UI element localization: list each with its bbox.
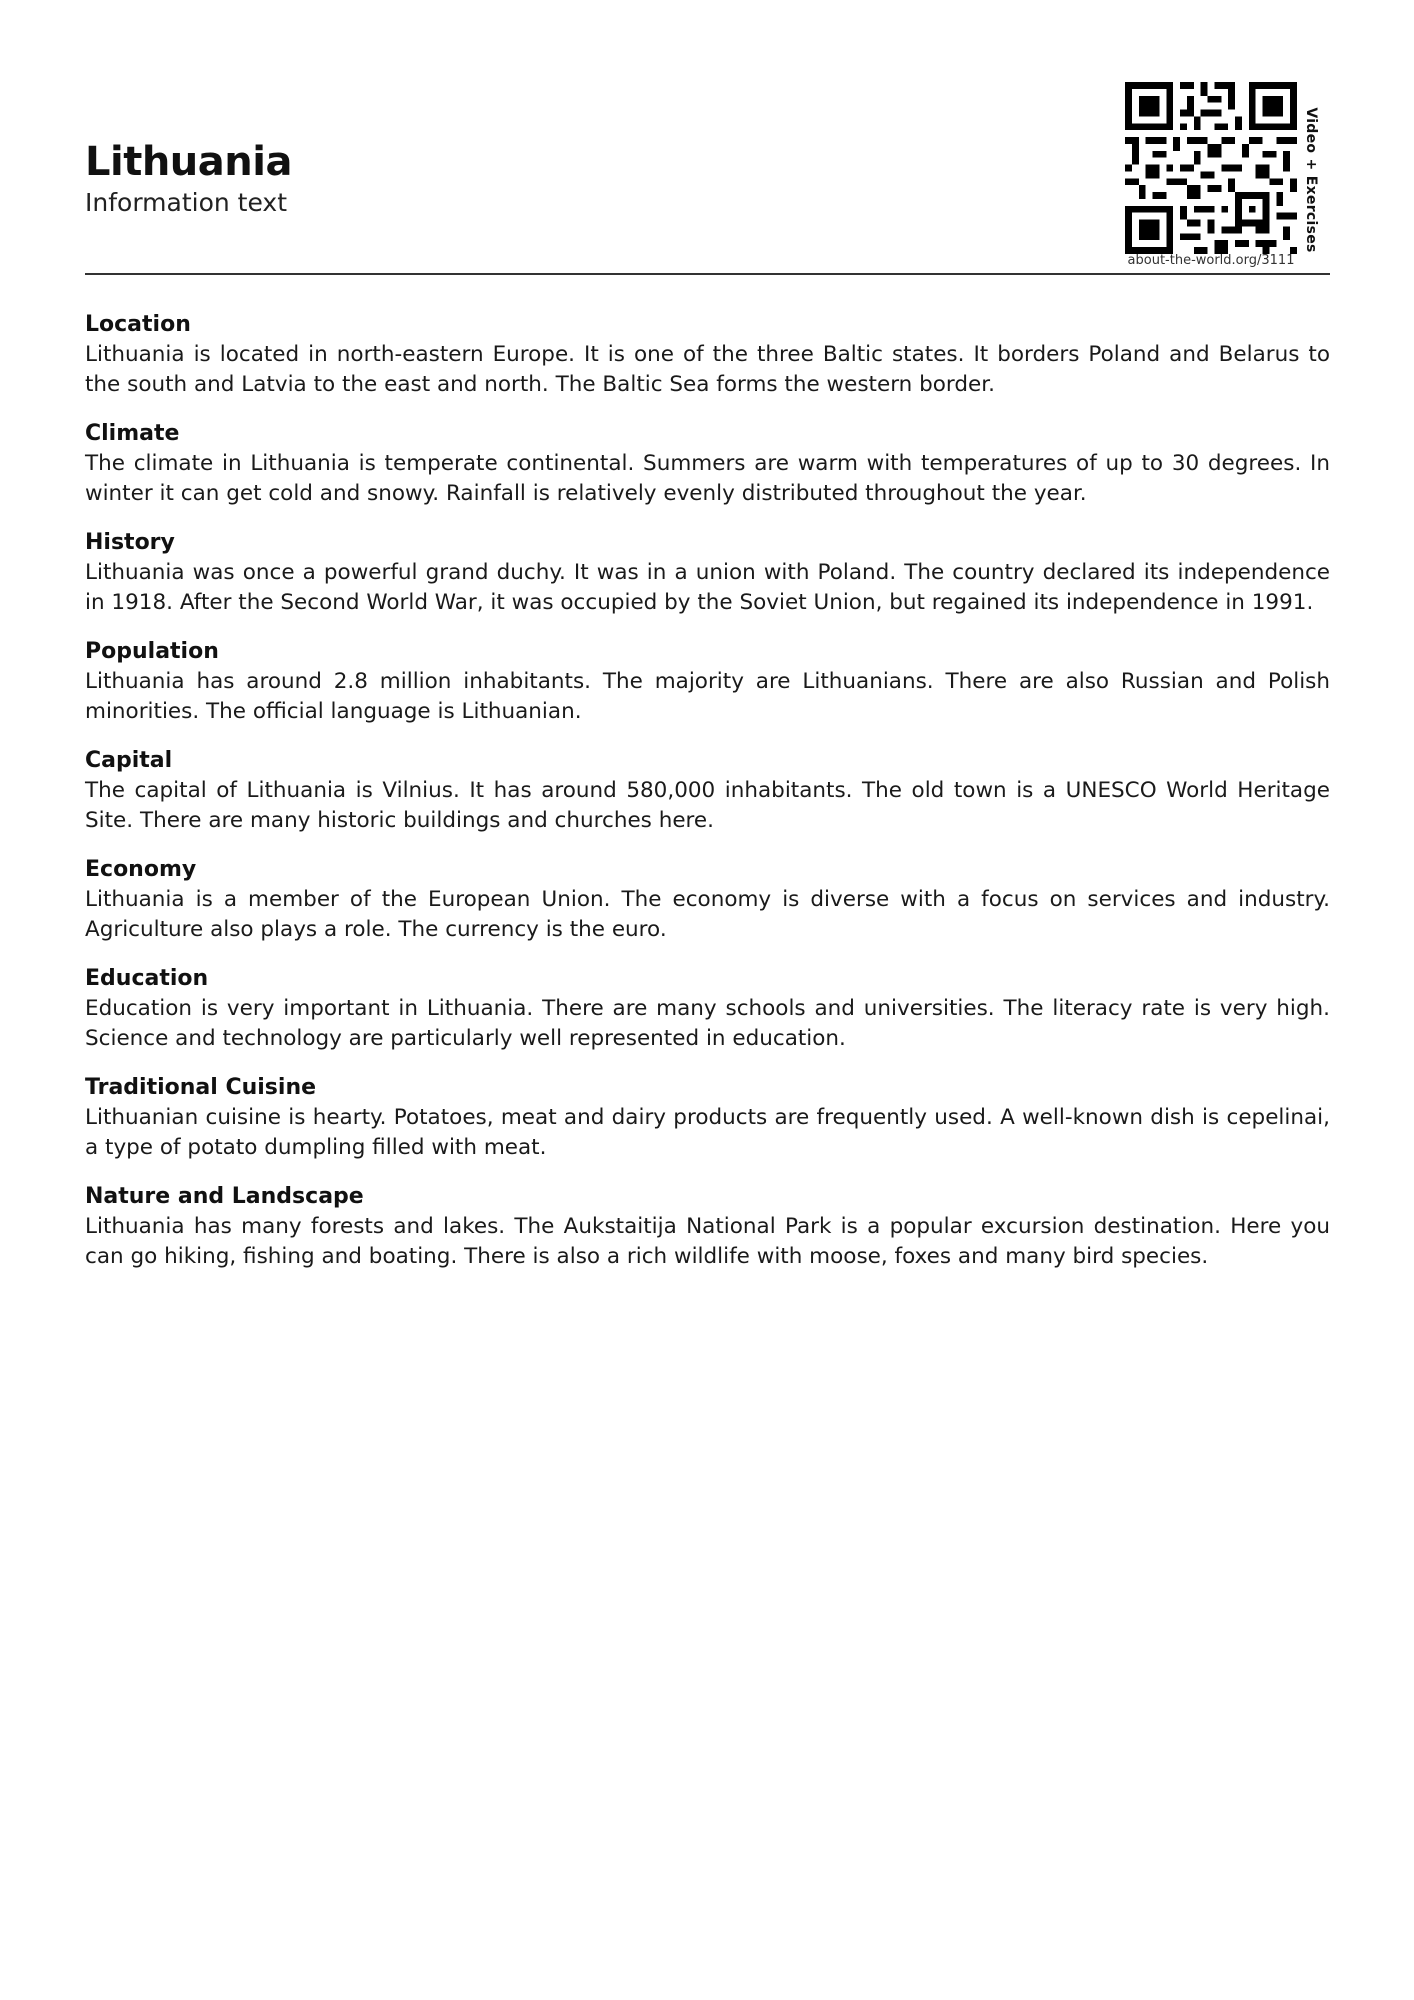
section-nature-and-landscape xyxy=(85,1182,1330,1272)
section-population xyxy=(85,637,1330,727)
section-text: Lithuania was once a powerful grand duchy. It was in a union with Poland. The country declared its independence in 1918. After the Second World War, it was occupied by the Soviet Union, but regained its independence in 1991. xyxy=(85,560,1330,615)
section-text: Lithuania is a member of the European Union. The economy is diverse with a focus on services and industry. Agriculture also plays a role. The currency is the euro. xyxy=(85,887,1330,942)
page-header xyxy=(85,80,1330,275)
section-capital xyxy=(85,746,1330,836)
section-heading: Traditional Cuisine xyxy=(85,1075,317,1100)
qr-url-caption[interactable]: about-the-world.org/3111 xyxy=(1127,253,1295,268)
section-text: Lithuanian cuisine is hearty. Potatoes, meat and dairy products are frequently used. A well-known dish is cepelinai, a type of potato dumpling filled with meat. xyxy=(85,1105,1330,1160)
section-heading: Population xyxy=(85,639,219,664)
page-title: Lithuania xyxy=(85,139,292,185)
section-climate xyxy=(85,419,1330,509)
section-text: Education is very important in Lithuania. There are many schools and universities. The literacy rate is very high. Science and technology are particularly well represented in education. xyxy=(85,996,1330,1051)
section-traditional-cuisine xyxy=(85,1073,1330,1163)
section-text: Lithuania has around 2.8 million inhabitants. The majority are Lithuanians. There are also Russian and Polish minorities. The official language is Lithuanian. xyxy=(85,669,1330,724)
section-text: Lithuania is located in north-eastern Europe. It is one of the three Baltic states. It borders Poland and Belarus to the south and Latvia to the east and north. The Baltic Sea forms the western border. xyxy=(85,342,1330,397)
section-heading: Economy xyxy=(85,857,197,882)
section-heading: Climate xyxy=(85,421,180,446)
section-heading: Capital xyxy=(85,748,173,773)
section-location xyxy=(85,310,1330,400)
qr-code-icon[interactable] xyxy=(1125,82,1297,254)
information-text-body xyxy=(85,310,1330,1291)
section-heading: Location xyxy=(85,312,191,337)
section-heading: History xyxy=(85,530,175,555)
section-education xyxy=(85,964,1330,1054)
section-economy xyxy=(85,855,1330,945)
section-history xyxy=(85,528,1330,618)
section-text: The climate in Lithuania is temperate continental. Summers are warm with temperatures of up to 30 degrees. In winter it can get cold and snowy. Rainfall is relatively evenly distributed throughout the year. xyxy=(85,451,1330,506)
section-heading: Nature and Landscape xyxy=(85,1184,364,1209)
video-exercises-label: Video + Exercises xyxy=(1303,107,1319,253)
section-text: Lithuania has many forests and lakes. The Aukstaitija National Park is a popular excursion destination. Here you can go hiking, fishing and boating. There is also a rich wildlife with moose, foxes and many bird species. xyxy=(85,1214,1330,1269)
page-subtitle: Information text xyxy=(85,188,288,217)
section-heading: Education xyxy=(85,966,209,991)
section-text: The capital of Lithuania is Vilnius. It has around 580,000 inhabitants. The old town is a UNESCO World Heritage Site. There are many historic buildings and churches here. xyxy=(85,778,1330,833)
